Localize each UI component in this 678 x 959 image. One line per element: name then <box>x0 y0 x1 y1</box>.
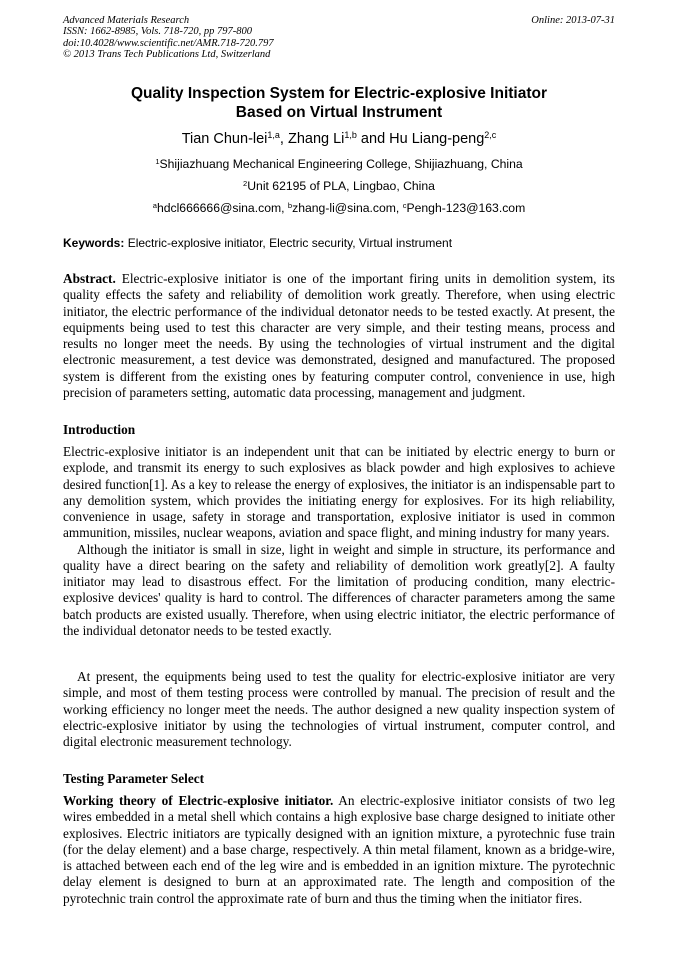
issn-line: ISSN: 1662-8985, Vols. 718-720, pp 797-800 <box>63 26 252 38</box>
keywords-line <box>63 236 615 251</box>
author-superscript: 1,b <box>344 130 357 141</box>
paragraph: At present, the equipments being used to test the quality for electric-explosive initiator are very simple, and most of them testing process were controlled by manual. The precision of result and the working efficiency no longer meet the needs. The author designed a new quality inspection system of electric-explosive initiator by using the technologies of virtual instrument, computer control, and digital electronic measurement technology. <box>63 669 615 749</box>
author-separator: , <box>279 131 288 147</box>
keywords-label: Keywords: <box>63 236 125 250</box>
journal-name: Advanced Materials Research <box>63 15 190 26</box>
email-superscript: b <box>287 200 293 210</box>
abstract-paragraph <box>63 271 615 401</box>
paragraph: Although the initiator is small in size, light in weight and simple in structure, its performance and quality have a direct bearing on the safety and reliability of demolition work greatly[2]. A faulty initiator may lead to disastrous effect. For the limitation of producing condition, many electric-explosive devices' quality is hard to control. The differences of character parameters among the same batch products are existed usually. Therefore, when using electric initiator, the electric performance of the individual detonator needs to be tested exactly. <box>63 541 615 638</box>
subsection-label: Working theory of Electric-explosive initiator. <box>63 793 334 808</box>
introduction-body <box>63 444 615 639</box>
abstract-label: Abstract. <box>63 271 116 286</box>
title-line-2: Based on Virtual Instrument <box>235 104 443 121</box>
author-name: Tian Chun-lei <box>181 131 268 147</box>
email-superscript: a <box>152 200 157 210</box>
email-link[interactable]: hdcl666666@sina.com, <box>156 201 288 215</box>
testing-paragraph <box>63 793 615 907</box>
section-heading-testing-parameter: Testing Parameter Select <box>63 771 205 786</box>
title-line-1: Quality Inspection System for Electric-explosive Initiator <box>130 85 548 102</box>
copyright-line: © 2013 Trans Tech Publications Ltd, Switzerland <box>63 48 271 60</box>
affiliation-superscript: 2 <box>243 178 248 188</box>
author-superscript: 1,a <box>267 130 280 141</box>
paragraph: Electric-explosive initiator is an independent unit that can be initiated by electric energy to burn or explode, and transmit its energy to such explosives as black powder and high explosives to achieve desired function[1]. As a key to release the energy of explosives, the initiator is an indispensable part to any demolition system, which provides the initiating energy for explosives. For its high reliability, convenience in usage, safety in storage and transportation, explosive initiator is used in common ammunition, missiles, nuclear weapons, aviation and space flight, and mining industry for many years. <box>63 444 615 541</box>
journal-header <box>63 15 615 60</box>
email-link[interactable]: Pengh-123@163.com <box>406 201 526 215</box>
affiliation-2 <box>63 179 615 194</box>
online-date: Online: 2013-07-31 <box>531 15 615 26</box>
section-heading-introduction: Introduction <box>63 422 136 437</box>
affiliation-superscript: 1 <box>155 156 160 166</box>
affiliation-1 <box>63 157 615 172</box>
paper-title <box>63 84 615 122</box>
author-separator: and <box>356 131 390 147</box>
author-name: Zhang Li <box>287 131 345 147</box>
email-line <box>63 201 615 216</box>
author-superscript: 2,c <box>484 130 497 141</box>
author-name: Hu Liang-peng <box>389 131 485 147</box>
testing-text: An electric-explosive initiator consists of two leg wires embedded in a metal shell which contains a high explosive base charge designed to initiate other explosives. Electric initiators are typically designed with an ignition mixture, a pyrotechnic fuse train (for the delay element) and a base charge, respectively. A thin metal filament, known as a bridge-wire, is attached between each end of the leg wire and is embedded in an ignition mixture. The pyrotechnic delay element is designed to burn at an approximated rate. The length and composition of the pyrotechnic train control the approximate rate of burn and thus the timing when the initiator fires. <box>63 793 615 906</box>
abstract-text: Electric-explosive initiator is one of the important firing units in demolition system, its quality effects the safety and reliability of demolition work greatly. Therefore, when using electric initiator, the electric performance of the individual detonator needs to be tested exactly. At present, the equipments being used to test this character are very simple, and their testing means, process and results no longer meet the needs. By using the technologies of virtual instrument and the digital electronic measurement, a test device was demonstrated, designed and manufactured. The proposed system is different from the existing ones by featuring computer control, convenience in use, high precision of parameters setting, automatic data processing, management and judgment. <box>63 271 615 400</box>
doi-line: doi:10.4028/www.scientific.net/AMR.718-720.797 <box>63 37 274 49</box>
keywords-text: Electric-explosive initiator, Electric security, Virtual instrument <box>124 236 453 250</box>
author-list <box>63 130 615 148</box>
email-link[interactable]: zhang-li@sina.com, <box>292 201 403 215</box>
affiliation-text: Unit 62195 of PLA, Lingbao, China <box>247 179 435 193</box>
affiliation-text: Shijiazhuang Mechanical Engineering College, Shijiazhuang, China <box>159 157 523 171</box>
email-superscript: c <box>402 200 407 210</box>
